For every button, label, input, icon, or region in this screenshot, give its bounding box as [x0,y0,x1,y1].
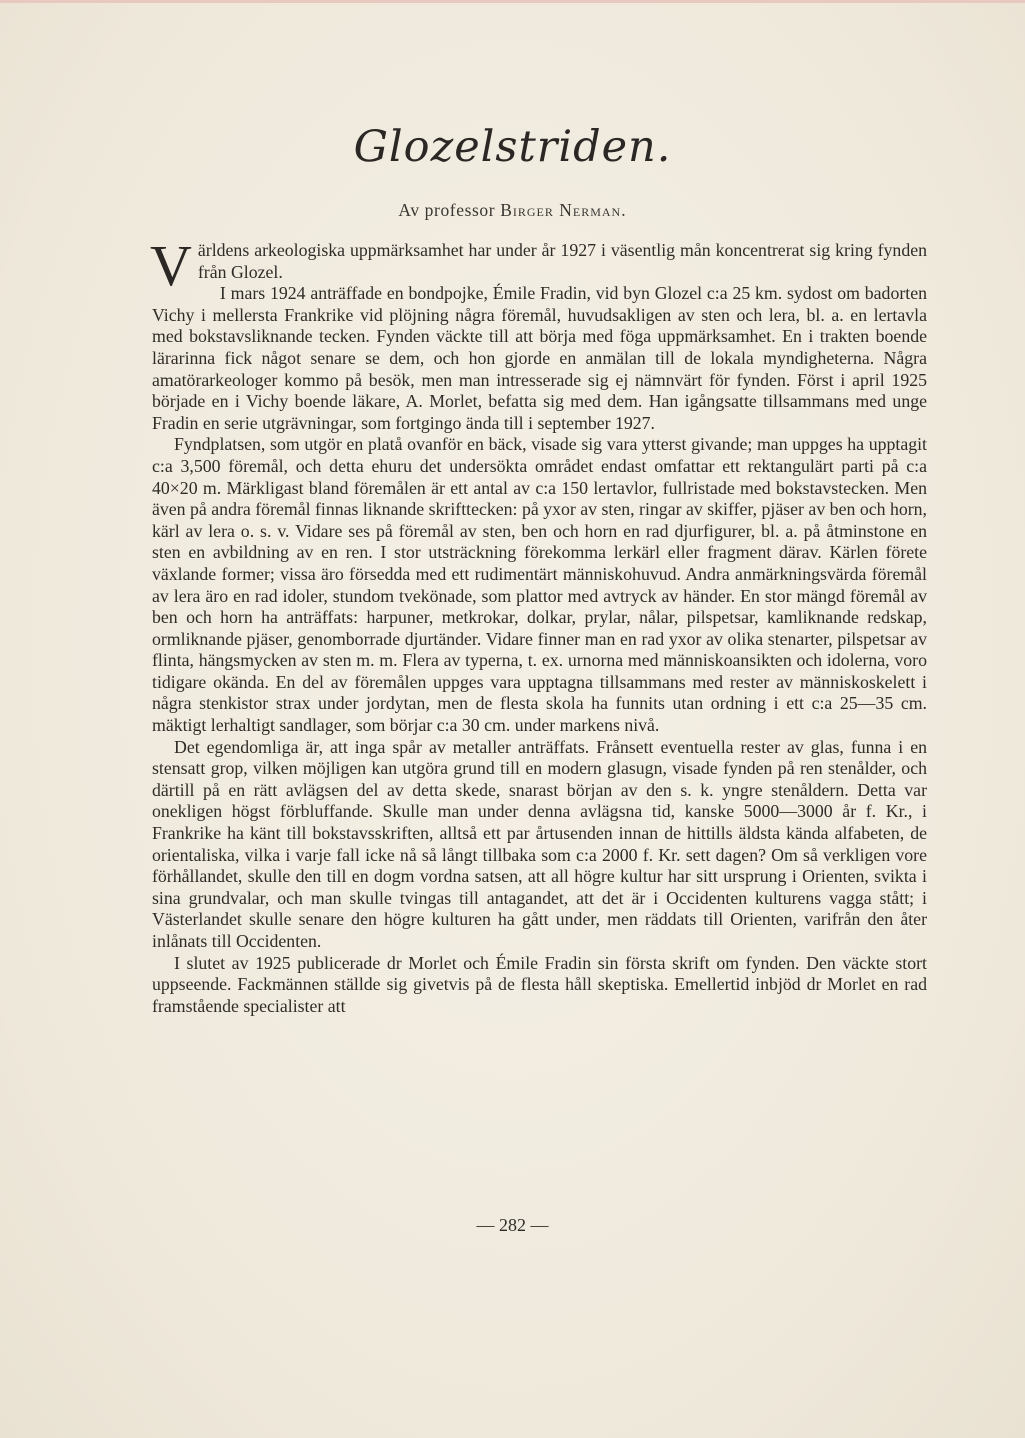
paragraph-2: I mars 1924 anträffade en bondpojke, Émile Fradin, vid byn Glozel c:a 25 km. sydost om badorten Vichy i mellersta Frankrike vid plöjning några föremål, huvudsakligen av sten och lera, bl. a. en lertavla med bokstavsliknande tecken. Fynden väckte till att börja med föga uppmärksamhet. En i trakten boende lärarinna fick något senare se dem, och hon gjorde en anmälan till de lokala myndigheterna. Några amatörarkeologer kommo på besök, men man intresserade sig ej nämnvärt för fynden. Först i april 1925 började en i Vichy boende läkare, A. Morlet, befatta sig med dem. Han igångsatte tillsammans med unge Fradin en serie utgrävningar, som fortgingo ända till i september 1927. [152,283,927,433]
byline [0,200,1025,221]
paragraph-4: Det egendomliga är, att inga spår av metaller anträffats. Frånsett eventuella rester av glas, funna i en stensatt grop, vilken möjligen kan utgöra grund till en modern glasugn, visade fynden på ren stenålder, och därtill på en rätt avlägsen del av detta skede, snarast början av den s. k. yngre stenåldern. Detta var onekligen högst förbluffande. Skulle man under denna avlägsna tid, kanske 5000—3000 år f. Kr., i Frankrike ha känt till bokstavsskriften, alltså ett par årtusenden innan de hittills äldsta kända alfabeten, de orientaliska, vilka i varje fall icke nå så långt tillbaka som c:a 2000 f. Kr. sett dagen? Om så verkligen vore förhållandet, skulle den till en dogm vordna satsen, att all högre kultur har sitt ursprung i Orienten, svikta i sina grundvalar, och man skulle tvingas till antagandet, att det är i Occidenten kulturens vagga stått; i Västerlandet skulle senare den högre kulturen ha gått under, men räddats till Orienten, varifrån den åter inlånats till Occidenten. [152,736,927,951]
paragraph-text: ärldens arkeologiska uppmärksamhet har under år 1927 i väsentlig mån koncentrerat sig kring fynden från Glozel. [197,240,927,282]
drop-cap: V [150,233,192,298]
article-body [150,233,927,1017]
article-title: Glozelstriden. [353,122,672,172]
paragraph-5: I slutet av 1925 publicerade dr Morlet och Émile Fradin sin första skrift om fynden. Den väckte stort uppseende. Fackmännen ställde sig givetvis på de flesta håll skeptiska. Emellertid inbjöd dr Morlet en rad framstående specialister att [152,952,927,1016]
top-edge-rule [0,0,1025,3]
paragraph-3: Fyndplatsen, som utgör en platå ovanför en bäck, visade sig vara ytterst givande; man uppges ha upptagit c:a 3,500 föremål, och detta ehuru det undersökta området endast omfattar ett rektangulärt parti på c:a 40×20 m. Märkligast bland föremålen är ett antal av c:a 150 lertavlor, fullristade med bokstavstecken. Men även på andra föremål finnas liknande skrifttecken: på yxor av sten, ringar av skiffer, pjäser av ben och horn, kärl av lera o. s. v. Vidare ses på föremål av sten, ben och horn en rad djurfigurer, bl. a. på åtminstone en sten en avbildning av en ren. I stor utsträckning förekomma lerkärl eller fragment därav. Kärlen förete växlande former; vissa äro försedda med ett rudimentärt människohuvud. Andra anmärkningsvärda föremål av lera äro en rad idoler, stundom tvekönade, som plattor med avtryck av händer. En stor mängd föremål av ben och horn ha anträffats: harpuner, metkrokar, dolkar, prylar, nålar, pilspetsar, kamliknande redskap, ormliknande pjäser, genomborrade djurtänder. Vidare finner man en rad yxor av olika stenarter, pilspetsar av flinta, hängsmycken av sten m. m. Flera av typerna, t. ex. urnorna med människoansikten och idolerna, voro tidigare okända. En del av föremålen uppges vara upptagna tillsammans med rester av människoskelett i några stenkistor strax under jordytan, men de flesta skola ha funnits utan ordning i ett c:a 25—35 cm. mäktigt lerhaltigt sandlager, som börjar c:a 30 cm. under markens nivå. [152,434,927,736]
author-name: Birger Nerman. [500,200,627,220]
paragraph-1 [150,233,927,298]
byline-prefix: Av professor [398,200,496,220]
page-number: — 282 — [476,1215,549,1235]
